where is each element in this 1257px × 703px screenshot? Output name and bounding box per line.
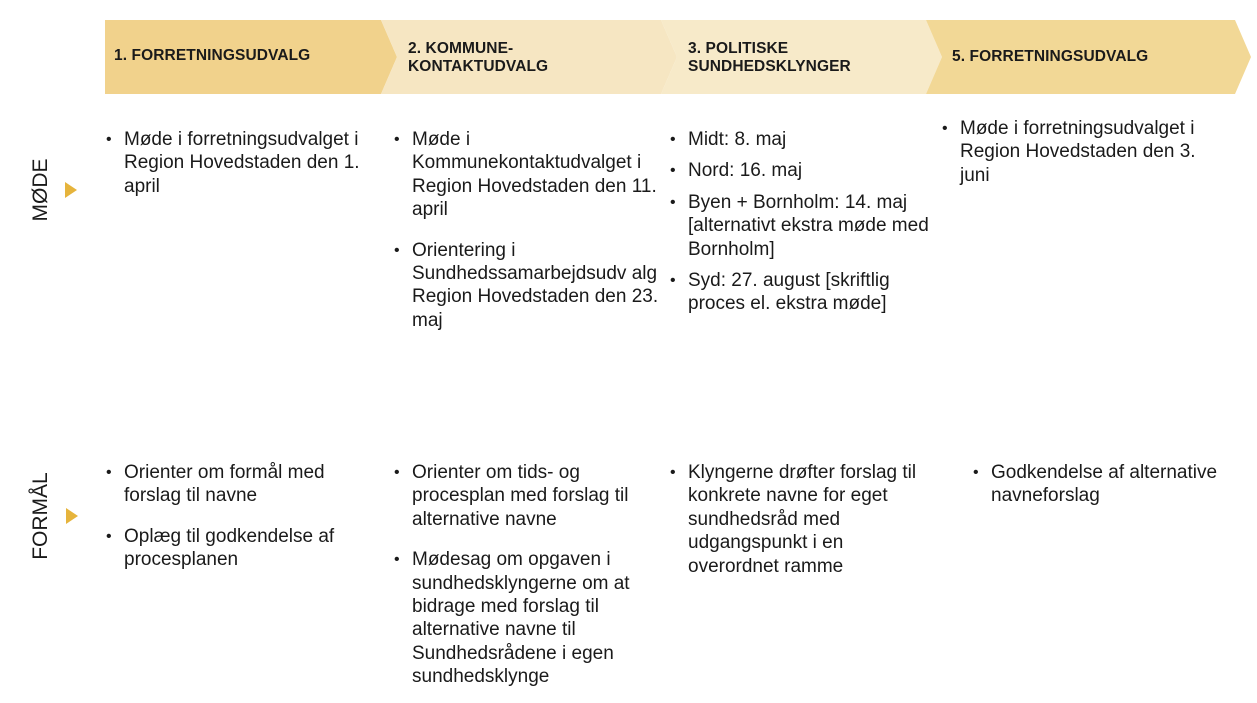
- formal-column-1: [104, 461, 369, 580]
- mode-column-3: [668, 128, 930, 324]
- list-item: • Møde i Kommunekontaktudvalget i Region Hovedstaden den 11. april: [392, 128, 662, 222]
- list-item: • Orientering i Sundhedssamarbejdsudv alg Region Hovedstaden den 23. maj: [392, 239, 662, 333]
- stage-2-label: 2. KOMMUNE- KONTAKTUDVALG: [408, 40, 549, 75]
- list-item: • Godkendelse af alternative navneforslag: [971, 461, 1231, 508]
- mode-column-2: [392, 128, 662, 340]
- list-item: • Byen + Bornholm: 14. maj [alternativt ekstra møde med Bornholm]: [668, 191, 930, 261]
- list-item: • Mødesag om opgaven i sundhedsklyngerne om at bidrage med forslag til alternative navne til Sundhedsrådene i egen sundhedsklynge: [392, 548, 662, 688]
- list-item: • Orienter om formål med forslag til navne: [104, 461, 369, 508]
- row-marker-mode: [65, 182, 77, 198]
- stage-1-label: 1. FORRETNINGSUDVALG: [114, 47, 311, 64]
- formal-column-3: [668, 461, 936, 586]
- list-item: • Møde i forretningsudvalget i Region Hovedstaden den 1. april: [104, 128, 374, 198]
- list-item: • Møde i forretningsudvalget i Region Hovedstaden den 3. juni: [940, 117, 1205, 187]
- row-marker-formal: [66, 508, 78, 524]
- list-item: • Klyngerne drøfter forslag til konkrete navne for eget sundhedsråd med udgangspunkt i en overordnet ramme: [668, 461, 936, 578]
- formal-column-2: [392, 461, 662, 697]
- list-item: • Nord: 16. maj: [668, 159, 930, 182]
- stage-4-label: 5. FORRETNINGSUDVALG: [952, 48, 1149, 65]
- list-item: • Midt: 8. maj: [668, 128, 930, 151]
- row-label-formal: FORMÅL: [29, 472, 52, 560]
- stage-3-label: 3. POLITISKE SUNDHEDSKLYNGER: [688, 40, 851, 75]
- list-item: • Orienter om tids- og procesplan med forslag til alternative navne: [392, 461, 662, 531]
- list-item: • Syd: 27. august [skriftlig proces el. ekstra møde]: [668, 269, 930, 316]
- list-item: • Oplæg til godkendelse af procesplanen: [104, 525, 369, 572]
- mode-column-1: [104, 128, 374, 206]
- formal-column-4: [971, 461, 1231, 516]
- mode-column-4: [940, 117, 1205, 195]
- row-label-mode: MØDE: [29, 158, 52, 222]
